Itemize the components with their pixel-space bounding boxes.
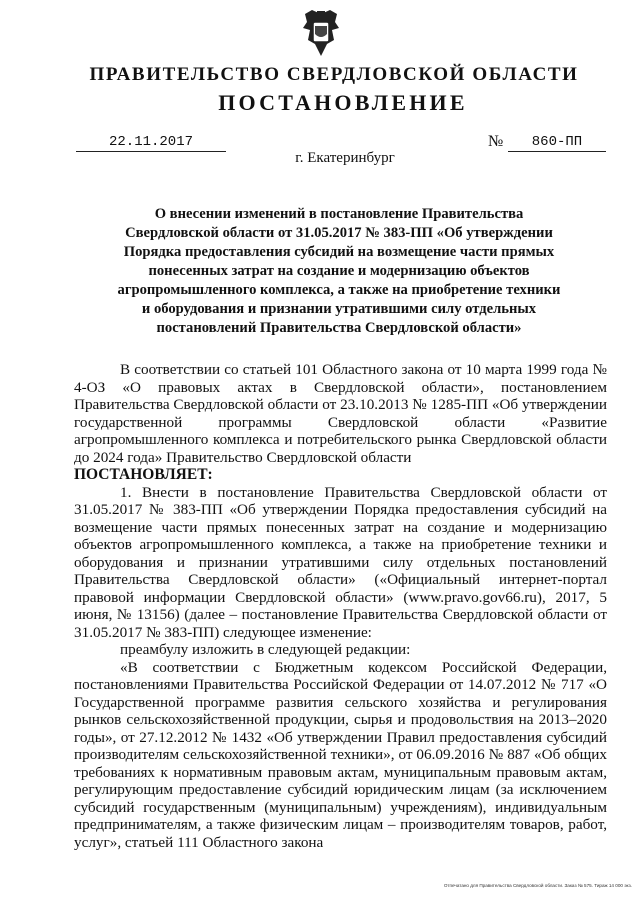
- coat-of-arms-icon: [299, 8, 343, 58]
- quote-paragraph: «В соответствии с Бюджетным кодексом Российской Федерации, постановлениями Правительства Российской Федерации от 14.07.2012 № 717 «О Государственной программе развития сельского хозяйства и регулирования рынков сельскохозяйственной продукции, сырья и продовольствия на 2013–2020 годы», от 27.12.2012 № 1432 «Об утверждении Правил предоставления субсидий производителям сельскохозяйственной техники», от 06.09.2016 № 887 «Об общих требованиях к нормативным правовым актам, муниципальным правовым актам, регулирующим предоставление субсидий юридическим лицам (за исключением субсидий государственным (муниципальным) учреждениям), индивидуальным предпринимателям, а также физическим лицам – производителям товаров, работ, услуг», статьей 111 Областного закона: [74, 658, 607, 851]
- city: г. Екатеринбург: [295, 150, 395, 166]
- document-number: 860-ПП: [508, 134, 606, 152]
- title-line: О внесении изменений в постановление Правительства: [154, 206, 524, 222]
- document-body: [74, 361, 607, 851]
- print-footer: Отпечатано для Правительства Свердловской области. Заказ № 575. Тираж 14 000 экз.: [443, 883, 632, 888]
- title-line: Свердловской области от 31.05.2017 № 383-ПП «Об утверждении: [125, 225, 553, 241]
- document-title: [80, 205, 598, 338]
- title-line: Порядка предоставления субсидий на возмещение части прямых: [123, 244, 555, 260]
- intro-paragraph: В соответствии со статьей 101 Областного закона от 10 марта 1999 года № 4-ОЗ «О правовых актах в Свердловской области», постановлением Правительства Свердловской области от 23.10.2013 № 1285-ПП «Об утверждении государственной программы Свердловской области «Развитие агропромышленного комплекса и потребительского рынка Свердловской области до 2024 года» Правительство Свердловской области: [74, 361, 607, 466]
- title-line: постановлений Правительства Свердловской области»: [156, 320, 522, 336]
- preamble-paragraph: преамбулу изложить в следующей редакции:: [120, 641, 411, 658]
- title-line: агропромышленного комплекса, а также на приобретение техники: [117, 282, 561, 298]
- title-line: и оборудования и признании утратившими силу отдельных: [141, 301, 537, 317]
- document-date: 22.11.2017: [76, 134, 226, 152]
- title-line: понесенных затрат на создание и модернизацию объектов: [148, 263, 530, 279]
- item-1-paragraph: 1. Внести в постановление Правительства Свердловской области от 31.05.2017 № 383-ПП «Об утверждении Порядка предоставления субсидий на возмещение части прямых понесенных затрат на создание и модернизацию объектов агропромышленного комплекса, а также на приобретение техники и оборудования и признании утратившими силу отдельных постановлений Правительства Свердловской области» («Официальный интернет-портал правовой информации Свердловской области» (www.pravo.gov66.ru), 2017, 5 июня, № 13156) (далее – постановление Правительства Свердловской области от 31.05.2017 № 383-ПП) следующее изменение:: [74, 483, 607, 641]
- government-name: ПРАВИТЕЛЬСТВО СВЕРДЛОВСКОЙ ОБЛАСТИ: [89, 64, 579, 85]
- decree-heading: ПОСТАНОВЛЯЕТ:: [74, 466, 213, 483]
- number-sign: №: [488, 133, 504, 150]
- document-type: ПОСТАНОВЛЕНИЕ: [218, 90, 468, 115]
